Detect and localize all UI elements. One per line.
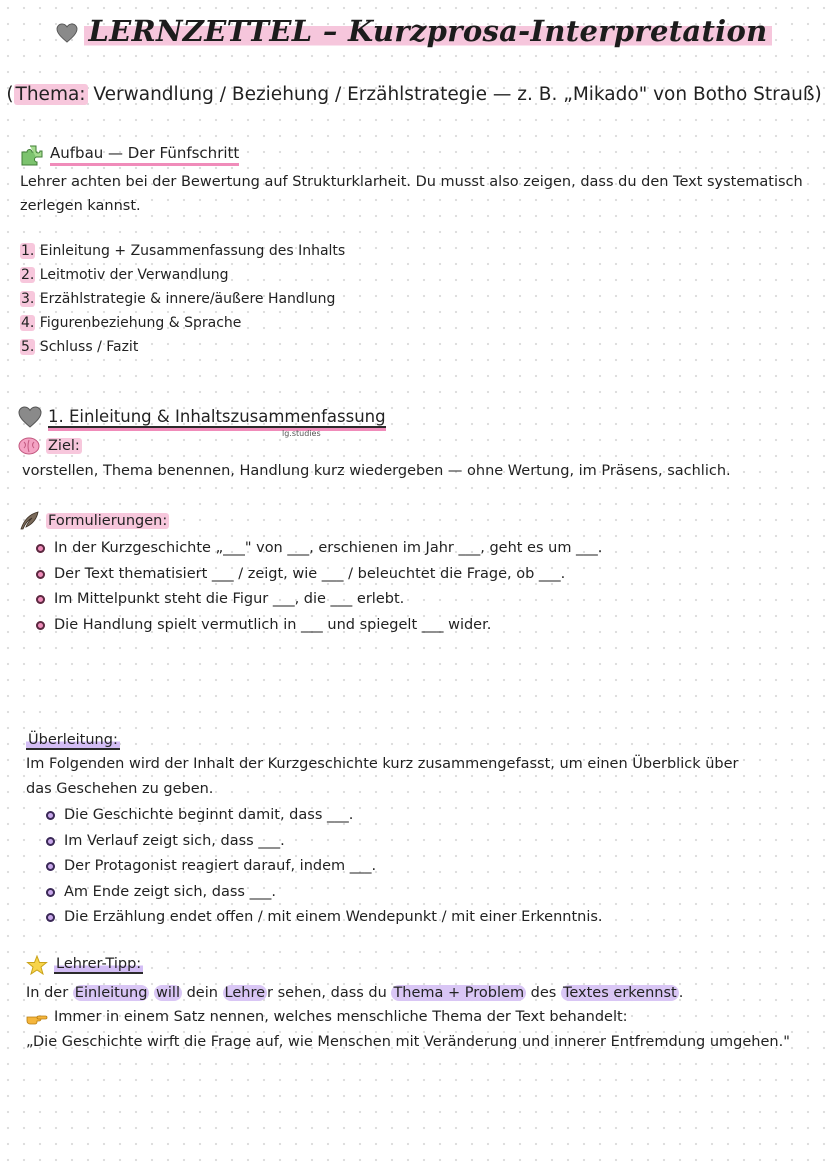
ueberleitung-label: Überleitung: [28, 732, 118, 748]
ueberleitung-list [42, 803, 812, 931]
ziel-text: vorstellen, Thema benennen, Handlung kurz wiedergeben — ohne Wertung, im Präsens, sachlich. [22, 463, 731, 479]
einleitung-heading-text: 1. Einleitung & Inhaltszusammenfassung [48, 406, 386, 426]
thema-label: Thema: [15, 84, 86, 105]
pointing-hand-icon [26, 1010, 48, 1024]
list-item: In der Kurzgeschichte „___" von ___, erschienen im Jahr ___, geht es um ___. [32, 536, 812, 562]
step-number: 5. [21, 339, 35, 355]
ueberleitung-text: Im Folgenden wird der Inhalt der Kurzgeschichte kurz zusammengefasst, um einen Überblick über das Geschehen zu geben. [26, 756, 739, 797]
einleitung-heading [18, 406, 386, 428]
title-text: LERNZETTEL – Kurzprosa-Interpretation [84, 14, 771, 48]
list-item: Im Mittelpunkt steht die Figur ___, die ___ erlebt. [32, 587, 812, 613]
puzzle-icon [20, 144, 44, 166]
tipp-text: . [678, 985, 684, 1001]
formulierungen-list [32, 536, 812, 638]
tipp-line2: Immer in einem Satz nennen, welches menschliche Thema der Text behandelt: [54, 1009, 628, 1025]
list-item: Der Protagonist reagiert darauf, indem ___. [42, 854, 812, 880]
step-item [20, 239, 345, 263]
subtitle-open: ( [6, 84, 14, 105]
formulierungen-label: Formulierungen: [48, 513, 168, 529]
aufbau-steps [20, 239, 345, 359]
tipp-label-row [26, 955, 143, 975]
formulierungen-label-row [18, 511, 169, 531]
subtitle [0, 84, 828, 105]
heart-icon [56, 23, 78, 43]
heart-icon [18, 406, 42, 428]
tipp-text: des [526, 985, 561, 1001]
step-text: Erzählstrategie & innere/äußere Handlung [35, 291, 336, 307]
star-icon [26, 955, 48, 975]
list-item: Am Ende zeigt sich, dass ___. [42, 880, 812, 906]
step-text: Leitmotiv der Verwandlung [35, 267, 229, 283]
tipp-text: r sehen, dass du [267, 985, 392, 1001]
aufbau-heading [20, 144, 239, 166]
tipp-text: dein [181, 985, 223, 1001]
ziel-label-row [18, 437, 82, 455]
list-item: Die Handlung spielt vermutlich in ___ und spiegelt ___ wider. [32, 613, 812, 639]
ziel-label: Ziel: [48, 438, 80, 454]
highlight: Einleitung [74, 985, 148, 1001]
tipp-line2-row [26, 1005, 816, 1029]
ueberleitung-label-row [26, 728, 120, 752]
tipp-text: In der [26, 985, 73, 1001]
list-item: Im Verlauf zeigt sich, dass ___. [42, 829, 812, 855]
step-number: 1. [21, 243, 35, 259]
highlight: will [156, 985, 180, 1001]
tipp-label: Lehrer-Tipp: [56, 956, 142, 972]
highlight: Lehre [224, 985, 266, 1001]
aufbau-heading-text: Aufbau — Der Fünfschritt [50, 144, 239, 166]
step-text: Einleitung + Zusammenfassung des Inhalts [35, 243, 346, 259]
step-item [20, 287, 345, 311]
step-number: 4. [21, 315, 35, 331]
list-item: Der Text thematisiert ___ / zeigt, wie ___ / beleuchtet die Frage, ob ___. [32, 562, 812, 588]
aufbau-intro: Lehrer achten bei der Bewertung auf Strukturklarheit. Du musst also zeigen, dass du den Text systematisch zerlegen kannst. [20, 174, 803, 214]
list-item: Die Erzählung endet offen / mit einem Wendepunkt / mit einer Erkenntnis. [42, 905, 812, 931]
quill-icon [18, 511, 40, 531]
page-title [0, 14, 828, 48]
highlight: Thema + Problem [393, 985, 525, 1001]
highlight: Textes erkennst [562, 985, 677, 1001]
step-item [20, 311, 345, 335]
list-item: Die Geschichte beginnt damit, dass ___. [42, 803, 812, 829]
step-number: 3. [21, 291, 35, 307]
subtitle-rest: Verwandlung / Beziehung / Erzählstrategie — z. B. „Mikado" von Botho Strauß) [87, 84, 822, 105]
step-item [20, 335, 345, 359]
tipp-line1 [26, 981, 816, 1005]
watermark: lg.studies [282, 429, 321, 438]
brain-icon [18, 437, 40, 455]
tipp-line3: „Die Geschichte wirft die Frage auf, wie Menschen mit Veränderung und innerer Entfremdung umgehen." [26, 1034, 790, 1050]
step-text: Figurenbeziehung & Sprache [35, 315, 242, 331]
step-number: 2. [21, 267, 35, 283]
step-text: Schluss / Fazit [35, 339, 139, 355]
step-item [20, 263, 345, 287]
